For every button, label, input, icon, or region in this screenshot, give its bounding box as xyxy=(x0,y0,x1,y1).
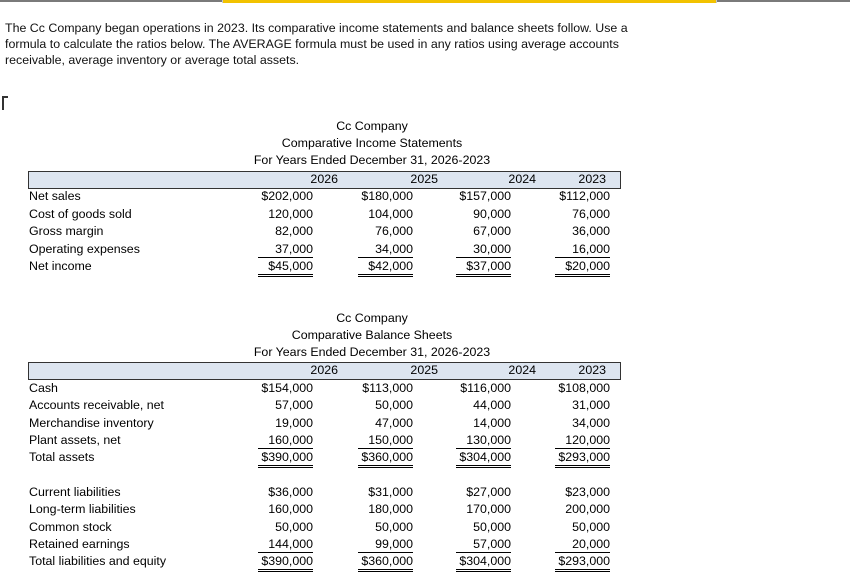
value-cell[interactable]: 76,000 xyxy=(572,206,610,221)
value-cell[interactable]: 200,000 xyxy=(565,502,610,517)
value-cell[interactable]: 50,000 xyxy=(473,519,511,534)
subtotal-underline xyxy=(258,448,313,449)
value-cell[interactable]: $31,000 xyxy=(368,485,413,499)
value-cell[interactable]: $304,000 xyxy=(459,554,511,569)
row-label: Total assets xyxy=(29,450,95,465)
double-underline xyxy=(456,571,511,572)
row-label: Operating expenses xyxy=(29,241,140,256)
total-underline xyxy=(258,465,313,466)
value-cell[interactable]: 30,000 xyxy=(473,241,511,256)
double-underline xyxy=(555,571,610,572)
double-underline xyxy=(258,276,313,277)
total-underline xyxy=(258,569,313,570)
value-cell[interactable]: $390,000 xyxy=(261,450,313,465)
subtotal-underline xyxy=(358,257,413,258)
value-cell[interactable]: 104,000 xyxy=(368,206,413,221)
income-statement-title: Comparative Income Statements xyxy=(281,136,463,150)
subtotal-underline xyxy=(555,448,610,449)
value-cell[interactable]: $360,000 xyxy=(361,554,413,569)
selected-cell-highlight[interactable] xyxy=(222,0,717,3)
instructions-text: The Cc Company began operations in 2023. Its comparative income statements and balance sheets follow. Use a formula to calculate the ratios below. The AVERAGE formula must be used in any ratios using average accounts receivable, average inventory or average total assets. xyxy=(5,21,628,67)
row-label: Gross margin xyxy=(29,224,104,238)
double-underline xyxy=(358,571,413,572)
row-label: Net income xyxy=(29,259,92,273)
year-header-cell: 2023 xyxy=(578,172,606,186)
row-label: Current liabilities xyxy=(29,485,121,499)
value-cell[interactable]: 160,000 xyxy=(268,502,313,517)
value-cell[interactable]: $180,000 xyxy=(361,189,413,203)
value-cell[interactable]: 99,000 xyxy=(375,536,413,551)
income-company-name: Cc Company xyxy=(336,119,408,133)
value-cell[interactable]: 19,000 xyxy=(275,415,313,430)
value-cell[interactable]: $202,000 xyxy=(261,189,313,203)
total-underline xyxy=(358,465,413,466)
subtotal-underline xyxy=(258,257,313,258)
value-cell[interactable]: $42,000 xyxy=(368,259,413,273)
subtotal-underline xyxy=(358,552,413,553)
value-cell[interactable]: 36,000 xyxy=(572,224,610,238)
row-label: Total liabilities and equity xyxy=(29,554,167,569)
value-cell[interactable]: 34,000 xyxy=(572,415,610,430)
value-cell[interactable]: 180,000 xyxy=(368,502,413,517)
double-underline xyxy=(456,467,511,468)
value-cell[interactable]: 120,000 xyxy=(268,206,313,221)
balance-company-name: Cc Company xyxy=(336,311,408,325)
value-cell[interactable]: $293,000 xyxy=(558,554,610,569)
row-label: Merchandise inventory xyxy=(29,415,154,430)
value-cell[interactable]: 31,000 xyxy=(572,398,610,413)
value-cell[interactable]: 130,000 xyxy=(466,432,511,447)
total-underline xyxy=(358,274,413,275)
value-cell[interactable]: $20,000 xyxy=(565,259,610,273)
row-label: Plant assets, net xyxy=(29,432,121,447)
balance-year-header xyxy=(28,362,621,380)
value-cell[interactable]: 150,000 xyxy=(368,432,413,447)
value-cell[interactable]: $36,000 xyxy=(268,485,313,499)
value-cell[interactable]: $154,000 xyxy=(261,381,313,395)
year-header-cell: 2024 xyxy=(508,363,536,377)
year-header-cell: 2025 xyxy=(410,172,438,186)
total-underline xyxy=(555,569,610,570)
subtotal-underline xyxy=(456,552,511,553)
row-label: Common stock xyxy=(29,519,112,534)
double-underline xyxy=(456,276,511,277)
double-underline xyxy=(358,467,413,468)
value-cell[interactable]: $360,000 xyxy=(361,450,413,465)
year-header-cell: 2025 xyxy=(410,363,438,377)
value-cell[interactable]: 76,000 xyxy=(375,224,413,238)
total-underline xyxy=(456,465,511,466)
value-cell[interactable]: $27,000 xyxy=(466,485,511,499)
value-cell[interactable]: 67,000 xyxy=(473,224,511,238)
value-cell[interactable]: $113,000 xyxy=(362,381,413,395)
subtotal-underline xyxy=(358,448,413,449)
value-cell[interactable]: $390,000 xyxy=(261,554,313,569)
value-cell[interactable]: 160,000 xyxy=(268,432,313,447)
year-header-cell: 2023 xyxy=(578,363,606,377)
total-underline xyxy=(555,274,610,275)
value-cell[interactable]: 50,000 xyxy=(375,398,413,413)
row-label: Cash xyxy=(29,381,58,395)
subtotal-underline xyxy=(555,552,610,553)
value-cell[interactable]: $108,000 xyxy=(558,381,610,395)
value-cell[interactable]: 47,000 xyxy=(375,415,413,430)
value-cell[interactable]: 14,000 xyxy=(473,415,511,430)
column-divider xyxy=(716,0,717,3)
value-cell[interactable]: $293,000 xyxy=(558,450,610,465)
value-cell[interactable]: $23,000 xyxy=(565,485,610,499)
total-underline xyxy=(258,274,313,275)
value-cell[interactable]: 82,000 xyxy=(275,224,313,238)
income-year-header xyxy=(28,171,621,189)
subtotal-underline xyxy=(456,257,511,258)
value-cell[interactable]: 50,000 xyxy=(572,519,610,534)
value-cell[interactable]: 57,000 xyxy=(473,536,511,551)
double-underline xyxy=(555,276,610,277)
total-underline xyxy=(456,569,511,570)
value-cell[interactable]: 90,000 xyxy=(473,206,511,221)
subtotal-underline xyxy=(555,257,610,258)
value-cell[interactable]: 57,000 xyxy=(275,398,313,413)
value-cell[interactable]: $45,000 xyxy=(268,259,313,273)
row-label: Retained earnings xyxy=(29,536,130,551)
total-underline xyxy=(555,465,610,466)
subtotal-underline xyxy=(456,448,511,449)
value-cell[interactable]: 37,000 xyxy=(275,241,313,256)
balance-sheet-title: Comparative Balance Sheets xyxy=(291,328,453,342)
column-divider xyxy=(222,0,223,3)
total-underline xyxy=(456,274,511,275)
row-label: Cost of goods sold xyxy=(29,206,132,221)
double-underline xyxy=(358,276,413,277)
cell-cursor[interactable] xyxy=(2,96,4,110)
value-cell[interactable]: $304,000 xyxy=(459,450,511,465)
value-cell[interactable]: $37,000 xyxy=(466,259,511,273)
value-cell[interactable]: $157,000 xyxy=(459,189,511,203)
year-header-cell: 2026 xyxy=(310,363,338,377)
value-cell[interactable]: 20,000 xyxy=(572,536,610,551)
value-cell[interactable]: 16,000 xyxy=(572,241,610,256)
value-cell[interactable]: 34,000 xyxy=(375,241,413,256)
value-cell[interactable]: 170,000 xyxy=(466,502,511,517)
value-cell[interactable]: 44,000 xyxy=(473,398,511,413)
value-cell[interactable]: $116,000 xyxy=(460,381,511,395)
value-cell[interactable]: 144,000 xyxy=(268,536,313,551)
subtotal-underline xyxy=(258,552,313,553)
year-header-cell: 2024 xyxy=(508,172,536,186)
double-underline xyxy=(258,571,313,572)
row-label: Accounts receivable, net xyxy=(29,398,164,413)
balance-period: For Years Ended December 31, 2026-2023 xyxy=(253,345,491,359)
value-cell[interactable]: $112,000 xyxy=(559,189,610,203)
row-label: Long-term liabilities xyxy=(29,502,136,517)
value-cell[interactable]: 120,000 xyxy=(565,432,610,447)
double-underline xyxy=(258,467,313,468)
value-cell[interactable]: 50,000 xyxy=(375,519,413,534)
income-period: For Years Ended December 31, 2026-2023 xyxy=(253,153,491,167)
row-label: Net sales xyxy=(29,189,81,203)
double-underline xyxy=(555,467,610,468)
value-cell[interactable]: 50,000 xyxy=(275,519,313,534)
year-header-cell: 2026 xyxy=(310,172,338,186)
total-underline xyxy=(358,569,413,570)
